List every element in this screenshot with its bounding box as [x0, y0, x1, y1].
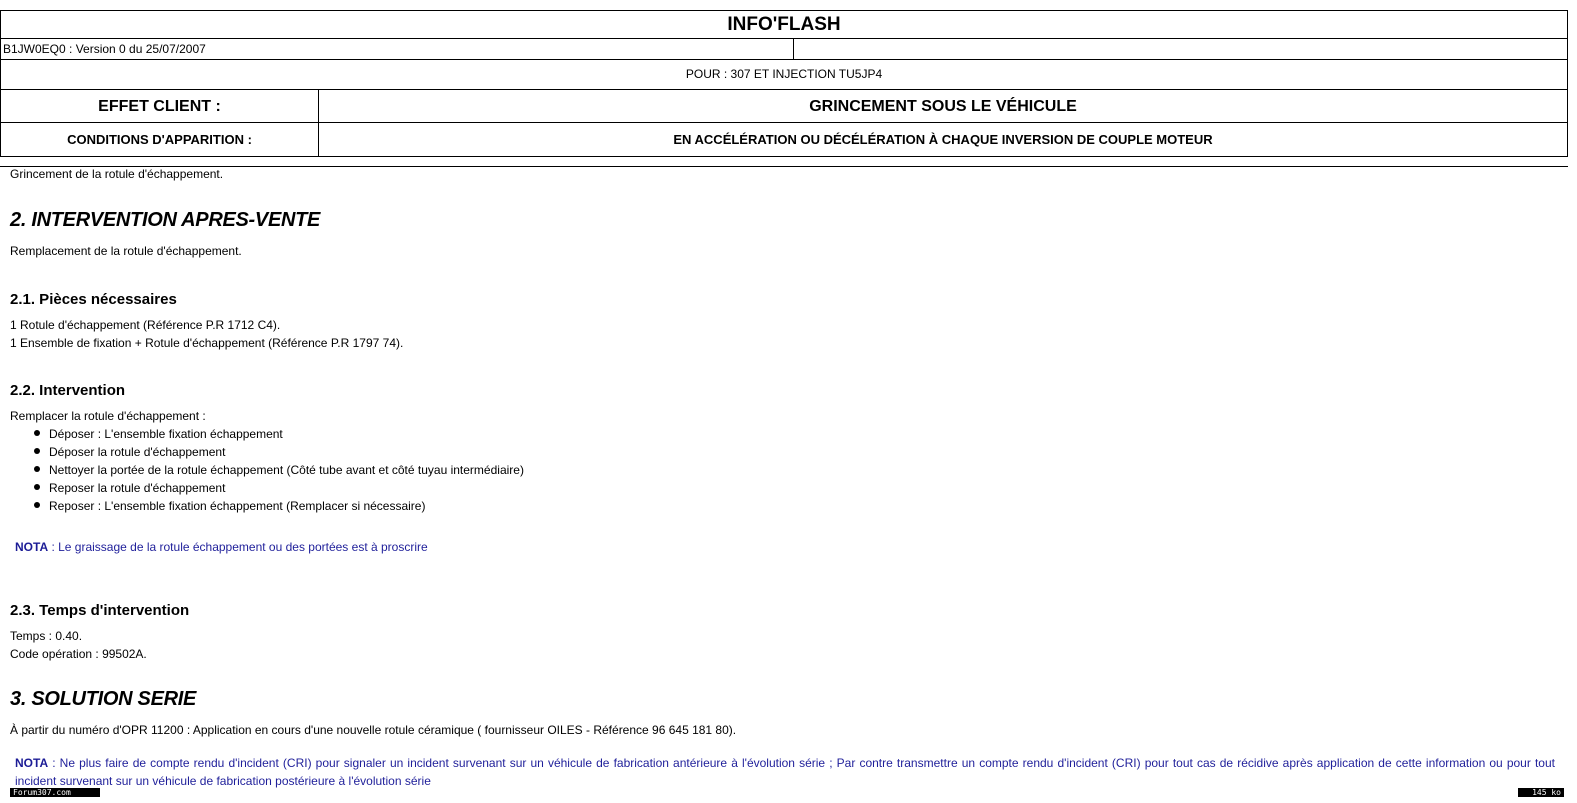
bullet-icon: [34, 430, 40, 436]
section-3-heading: 3. SOLUTION SERIE: [10, 688, 197, 710]
parts-line: 1 Ensemble de fixation + Rotule d'échappement (Référence P.R 1797 74).: [10, 336, 404, 350]
section-2-3-heading: 2.3. Temps d'intervention: [10, 602, 190, 619]
list-item: Nettoyer la portée de la rotule échappement (Côté tube avant et côté tuyau intermédiaire): [34, 461, 524, 479]
code-operation-text: Code opération : 99502A.: [10, 647, 147, 661]
bullet-icon: [34, 484, 40, 490]
effet-client-value: GRINCEMENT SOUS LE VÉHICULE: [809, 98, 1077, 115]
effet-client-label: EFFET CLIENT :: [1, 90, 319, 122]
intervention-intro: Remplacer la rotule d'échappement :: [10, 409, 206, 423]
section-2-2-heading: 2.2. Intervention: [10, 382, 126, 399]
nota-text: : Le graissage de la rotule échappement ou des portées est à proscrire: [48, 540, 428, 554]
list-item: Reposer la rotule d'échappement: [34, 479, 225, 497]
version-row: [0, 38, 1568, 60]
list-item: Reposer : L'ensemble fixation échappement (Remplacer si nécessaire): [34, 497, 425, 515]
nota-label: NOTA: [15, 756, 49, 770]
effet-client-row: [0, 89, 1568, 123]
temps-text: Temps : 0.40.: [10, 629, 83, 643]
nota-label: NOTA: [15, 540, 49, 554]
bullet-icon: [34, 502, 40, 508]
nota-text: : Ne plus faire de compte rendu d'incident (CRI) pour signaler un incident survenant sur un véhicule de fabrication antérieure à l'évolution série ; Par contre transmettre un compte rendu d'incident (CRI) pour tout cas de récidive après application de cette information ou pour tout incident survenant sur un véhicule de fabrication postérieure à l'évolution série: [15, 756, 1555, 788]
section-3-text: À partir du numéro d'OPR 11200 : Application en cours d'une nouvelle rotule céramique ( fournisseur OILES - Référence 96 645 181 80).: [10, 723, 737, 737]
filesize-label: 145 ko: [1518, 788, 1564, 797]
list-item: Déposer la rotule d'échappement: [34, 443, 225, 461]
conditions-label: CONDITIONS D'APPARITION :: [1, 123, 319, 156]
section-2-1-heading: 2.1. Pièces nécessaires: [10, 291, 177, 308]
bullet-icon: [34, 466, 40, 472]
header-separator: [0, 166, 1568, 167]
version-label: B1JW0EQ0 : Version 0 du 25/07/2007: [1, 39, 794, 59]
cause-text: Grincement de la rotule d'échappement.: [10, 167, 224, 181]
list-item: Déposer : L'ensemble fixation échappement: [34, 425, 283, 443]
conditions-value: EN ACCÉLÉRATION OU DÉCÉLÉRATION À CHAQUE INVERSION DE COUPLE MOTEUR: [673, 132, 1213, 147]
watermark-label: Forum307.com: [10, 788, 100, 797]
nota-graissage: [15, 538, 428, 556]
parts-line: 1 Rotule d'échappement (Référence P.R 1712 C4).: [10, 318, 281, 332]
nota-cri: [15, 754, 1555, 790]
bullet-icon: [34, 448, 40, 454]
applicability-row: POUR : 307 ET INJECTION TU5JP4: [0, 59, 1568, 90]
section-2-heading: 2. INTERVENTION APRES-VENTE: [10, 209, 321, 231]
conditions-row: [0, 122, 1568, 157]
section-2-text: Remplacement de la rotule d'échappement.: [10, 244, 242, 258]
document-title: INFO'FLASH: [0, 10, 1568, 39]
